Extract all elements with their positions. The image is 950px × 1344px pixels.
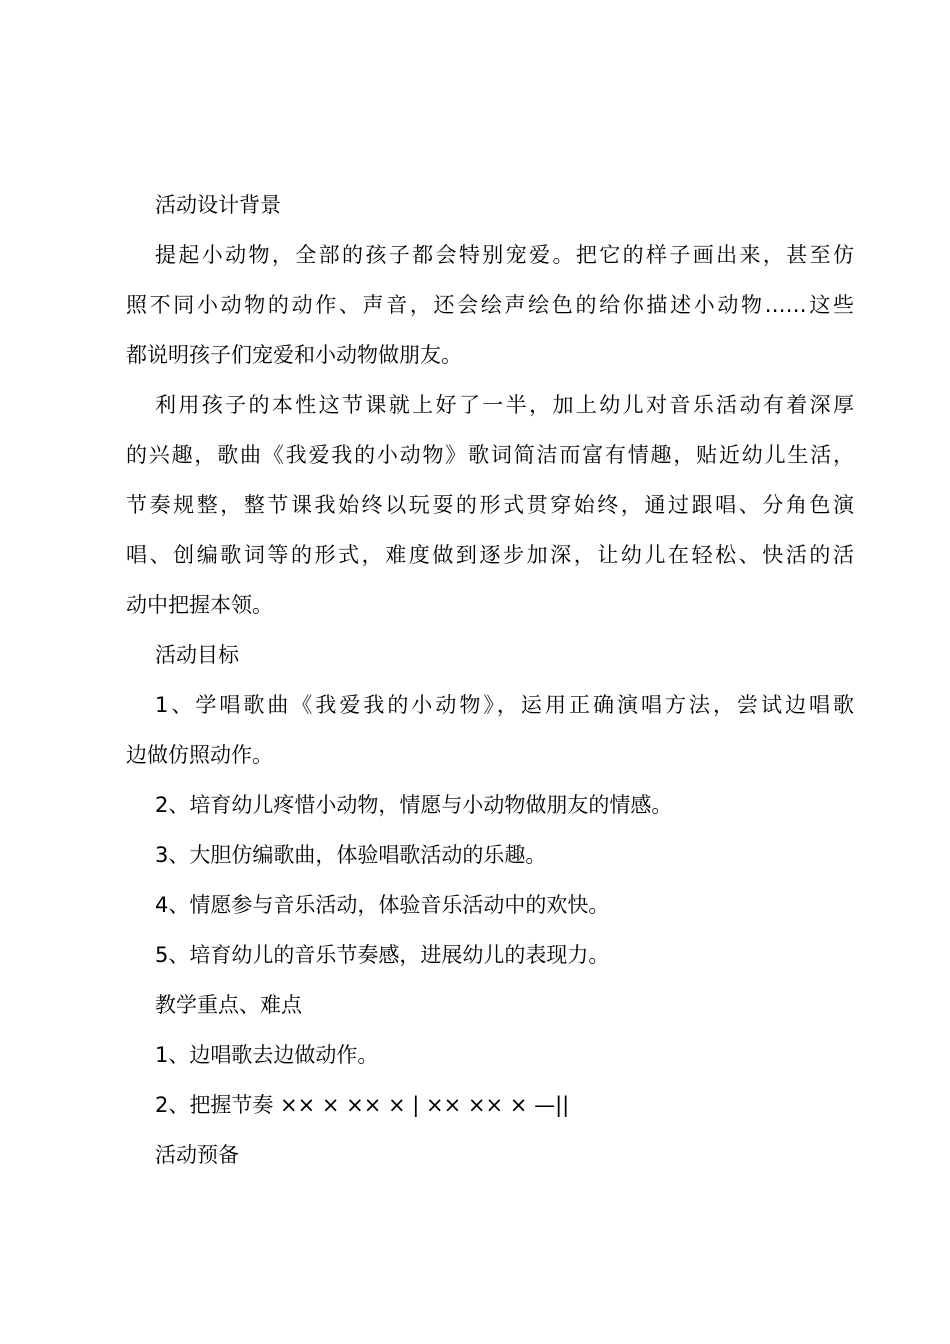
- paragraph-line: 的兴趣，歌曲《我爱我的小动物》歌词简洁而富有情趣，贴近幼儿生活，: [126, 443, 854, 467]
- paragraph-line: 照不同小动物的动作、声音，还会绘声绘色的给你描述小动物……这些: [126, 293, 854, 317]
- key-point-2: 2、把握节奏 ×× × ×× × | ×× ×× × —||: [155, 1093, 570, 1117]
- paragraph-line: 都说明孩子们宠爱和小动物做朋友。: [126, 343, 462, 367]
- goal-item-3: 3、大胆仿编歌曲，体验唱歌活动的乐趣。: [155, 843, 547, 867]
- key-point-1: 1、边唱歌去边做动作。: [155, 1043, 379, 1067]
- goal-item-2: 2、培育幼儿疼惜小动物，情愿与小动物做朋友的情感。: [155, 793, 673, 817]
- section-heading-goals: 活动目标: [155, 643, 239, 667]
- goal-item-5: 5、培育幼儿的音乐节奏感，进展幼儿的表现力。: [155, 943, 610, 967]
- paragraph-line: 唱、创编歌词等的形式，难度做到逐步加深，让幼儿在轻松、快活的活: [126, 543, 854, 567]
- paragraph-line: 提起小动物，全部的孩子都会特别宠爱。把它的样子画出来，甚至仿: [155, 243, 854, 267]
- section-heading-preparation: 活动预备: [155, 1143, 239, 1167]
- section-heading-background: 活动设计背景: [155, 193, 281, 217]
- goal-item-4: 4、情愿参与音乐活动，体验音乐活动中的欢快。: [155, 893, 610, 917]
- paragraph-line: 动中把握本领。: [126, 593, 273, 617]
- paragraph-line: 利用孩子的本性这节课就上好了一半，加上幼儿对音乐活动有着深厚: [155, 393, 854, 417]
- document-page: [126, 180, 854, 1180]
- paragraph-line: 节奏规整，整节课我始终以玩耍的形式贯穿始终，通过跟唱、分角色演: [126, 493, 854, 517]
- section-heading-key-points: 教学重点、难点: [155, 993, 302, 1017]
- goal-item-1-continued: 边做仿照动作。: [126, 743, 273, 767]
- goal-item-1: 1、学唱歌曲《我爱我的小动物》，运用正确演唱方法，尝试边唱歌: [155, 693, 854, 717]
